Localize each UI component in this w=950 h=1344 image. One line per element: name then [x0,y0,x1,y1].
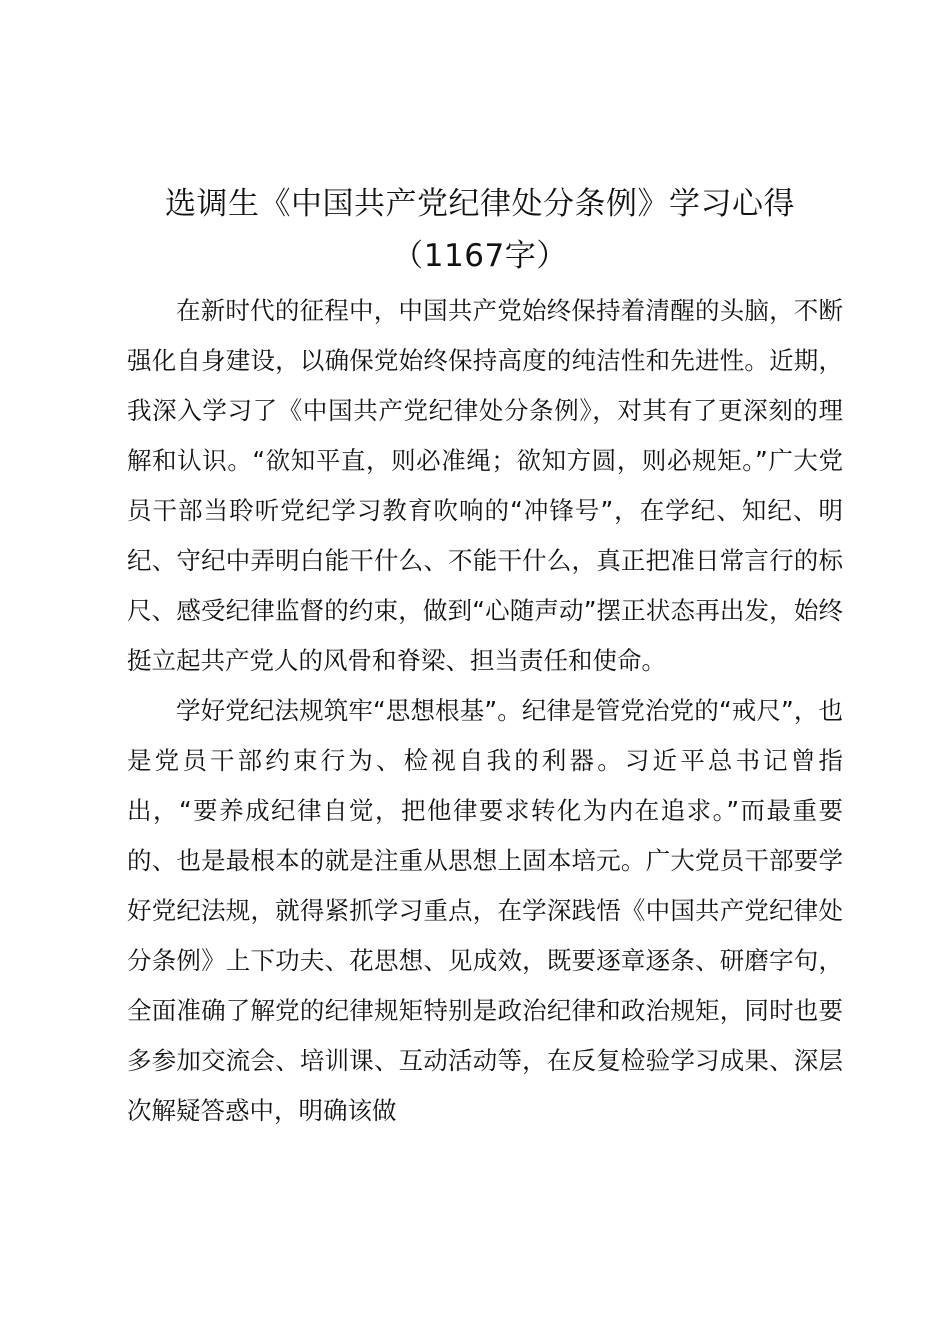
paragraph-1: 在新时代的征程中，中国共产党始终保持着清醒的头脑，不断强化自身建设，以确保党始终保持高度的纯洁性和先进性。近期，我深入学习了《中国共产党纪律处分条例》，对其有了更深刻的理解和认识。“欲知平直，则必准绳；欲知方圆，则必规矩。”广大党员干部当聆听党纪学习教育吹响的“冲锋号”，在学纪、知纪、明纪、守纪中弄明白能干什么、不能干什么，真正把准日常言行的标尺、感受纪律监督的约束，做到“心随声动”摆正状态再出发，始终挺立起共产党人的风骨和脊梁、担当责任和使命。 [127,296,843,675]
document-body [127,286,843,1136]
document-title: 选调生《中国共产党纪律处分条例》学习心得（1167字） [165,186,795,274]
paragraph-2: 学好党纪法规筑牢“思想根基”。纪律是管党治党的“戒尺”，也是党员干部约束行为、检视自我的利器。习近平总书记曾指出，“要养成纪律自觉，把他律要求转化为内在追求。”而最重要的、也是最根本的就是注重从思想上固本培元。广大党员干部要学好党纪法规，就得紧抓学习重点，在学深践悟《中国共产党纪律处分条例》上下功夫、花思想、见成效，既要逐章逐条、研磨字句，全面准确了解党的纪律规矩特别是政治纪律和政治规矩，同时也要多参加交流会、培训课、互动活动等，在反复检验学习成果、深层次解疑答惑中，明确该做 [127,696,843,1125]
